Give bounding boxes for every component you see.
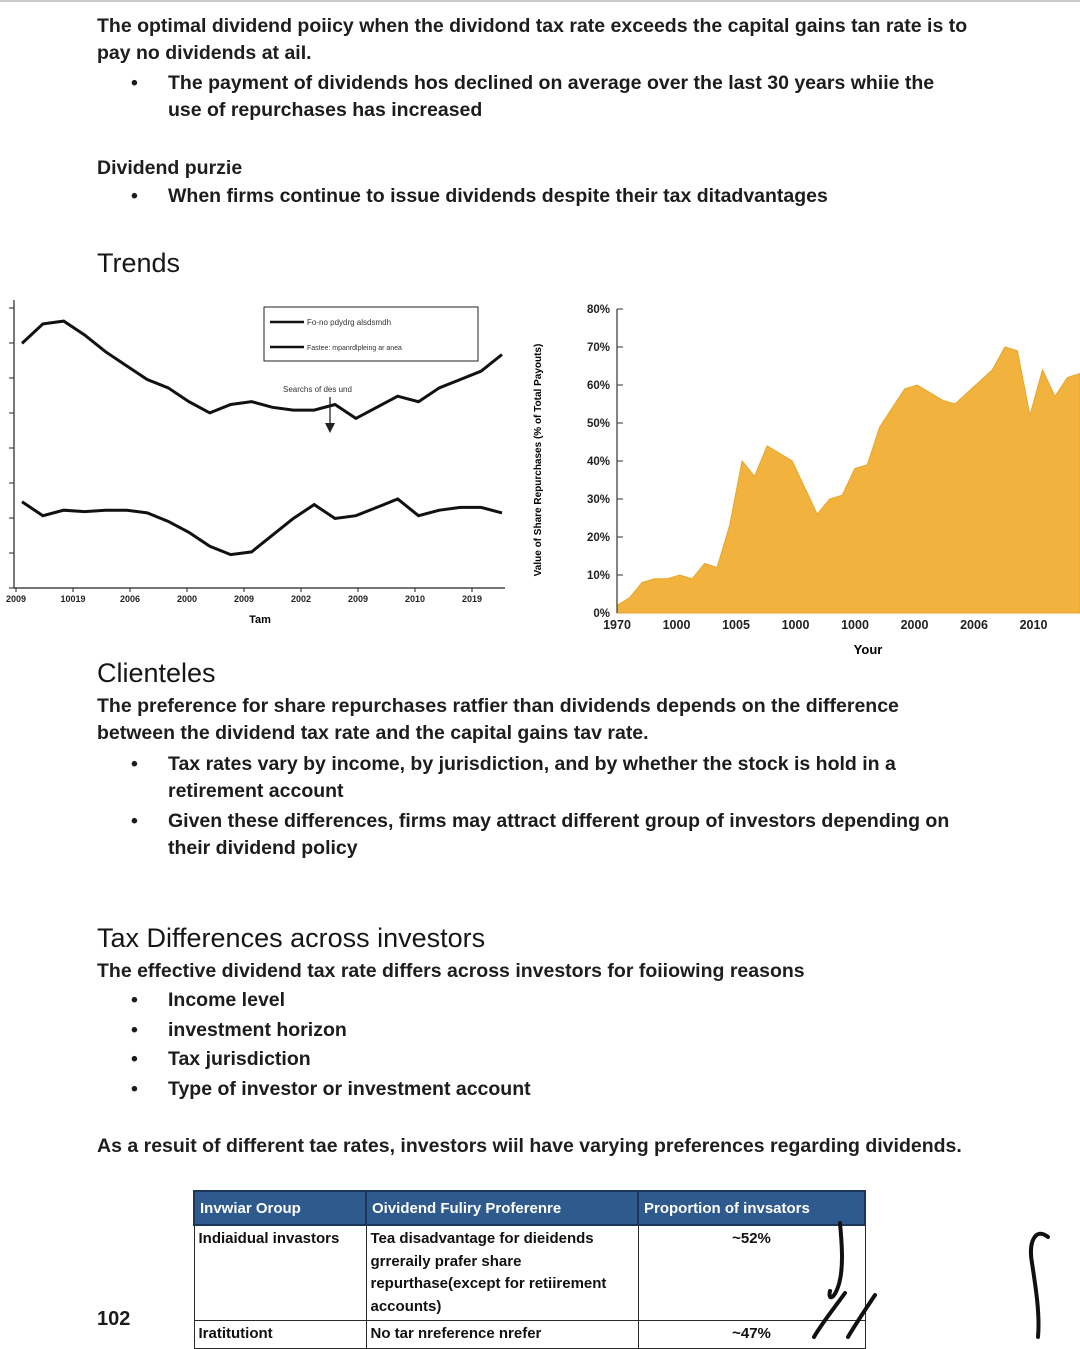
intro-bullet xyxy=(131,70,968,124)
tax-result-paragraph: As a resuit of different tae rates, investors wiil have varying preferences regarding dividends. xyxy=(97,1135,962,1157)
line-series-bottom xyxy=(22,499,502,555)
table-header-row xyxy=(194,1191,865,1225)
tax-bullet-text: Income level xyxy=(168,989,286,1011)
area-chart-x-tick-label: 1005 xyxy=(722,618,750,632)
bullet-dot-icon: • xyxy=(131,753,138,775)
bullet-dot-icon: • xyxy=(131,810,138,832)
area-chart xyxy=(533,295,1080,657)
tax-bullet xyxy=(131,1076,531,1103)
tax-bullet xyxy=(131,987,286,1014)
puzzle-heading: Dividend purzie xyxy=(97,157,243,179)
pen-annotation-marks xyxy=(800,1215,1080,1337)
top-rule xyxy=(0,0,1080,2)
line-chart-x-tick-label: 2019 xyxy=(461,594,483,604)
bullet-dot-icon: • xyxy=(131,1048,138,1070)
bullet-dot-icon: • xyxy=(131,1078,138,1100)
line-chart xyxy=(0,292,520,632)
table-header-cell: Proportion of invsators xyxy=(638,1191,865,1225)
line-chart-annotation: Searchs of des und xyxy=(283,385,352,394)
clienteles-bullet-text: Given these differences, firms may attract different group of investors depending on their dividend policy xyxy=(168,810,950,859)
area-chart-y-tick-label: 40% xyxy=(586,456,610,468)
line-chart-x-tick-label: 2006 xyxy=(119,594,141,604)
tax-differences-heading: Tax Differences across investors xyxy=(97,923,486,953)
bullet-dot-icon: • xyxy=(131,1019,138,1041)
table-cell: No tar nreference nrefer xyxy=(366,1321,638,1349)
table-cell: Indiaidual invastors xyxy=(194,1225,366,1321)
puzzle-bullet xyxy=(131,183,968,210)
line-chart-x-label: Tam xyxy=(249,614,271,626)
line-chart-x-tick-label: 2010 xyxy=(404,594,426,604)
line-chart-x-tick-label: 2002 xyxy=(290,594,312,604)
legend-label-1: Fastee: mpanrdlpleing ar anea xyxy=(307,345,402,352)
table-cell: ~52% xyxy=(638,1225,865,1321)
table-cell: ~47% xyxy=(638,1321,865,1349)
tax-bullet-text: Tax jurisdiction xyxy=(168,1048,311,1070)
area-chart-x-tick-label: 1970 xyxy=(603,618,631,632)
area-chart-y-tick-label: 20% xyxy=(586,532,610,544)
area-chart-y-tick-label: 0% xyxy=(593,608,610,620)
pen-mark-icon xyxy=(814,1293,845,1337)
table-header-cell: Oividend Fuliry Proferenre xyxy=(366,1191,638,1225)
area-chart-y-tick-label: 10% xyxy=(586,570,610,582)
pen-mark-icon xyxy=(1031,1234,1048,1337)
table-row xyxy=(194,1225,865,1321)
area-chart-x-tick-label: 1000 xyxy=(781,618,810,632)
bullet-dot-icon: • xyxy=(131,72,138,94)
line-chart-x-tick-label: 2009 xyxy=(347,594,369,604)
tax-differences-paragraph: The effective dividend tax rate differs across investors for foiiowing reasons xyxy=(97,960,805,982)
tax-bullet xyxy=(131,1046,311,1073)
area-chart-y-tick-label: 80% xyxy=(586,304,610,316)
line-chart-x-tick-label: 2009 xyxy=(233,594,255,604)
area-chart-x-tick-label: 2006 xyxy=(960,618,988,632)
bullet-dot-icon: • xyxy=(131,185,138,207)
investor-preference-table xyxy=(193,1190,866,1349)
line-chart-legend-box xyxy=(264,307,478,361)
intro-bullet-text: The payment of dividends hos declined on average over the last 30 years whiie the use of repurchases has increased xyxy=(168,72,935,121)
pen-mark-icon xyxy=(830,1223,842,1297)
line-chart-x-tick-label: 2000 xyxy=(176,594,198,604)
table-cell: Iratitutiont xyxy=(194,1321,366,1349)
area-chart-x-tick-label: 1000 xyxy=(662,618,691,632)
table-cell: Tea disadvantage for dieidends grreraily prafer share repurthase(except for retiirement accounts) xyxy=(366,1225,638,1321)
area-chart-y-tick-label: 50% xyxy=(586,418,610,430)
clienteles-bullet xyxy=(131,751,958,805)
trends-heading: Trends xyxy=(97,248,181,278)
area-series xyxy=(617,347,1080,613)
clienteles-heading: Clienteles xyxy=(97,658,216,688)
clienteles-bullet-text: Tax rates vary by income, by jurisdiction, and by whether the stock is hold in a retirement account xyxy=(168,753,896,802)
table-row xyxy=(194,1321,865,1349)
annotation-arrow-icon xyxy=(325,423,335,433)
tax-bullet-text: investment horizon xyxy=(168,1019,347,1041)
area-chart-x-label: Your xyxy=(853,642,883,657)
legend-label-0: Fo-no pdydrg alsdsmdh xyxy=(307,318,392,327)
bullet-dot-icon: • xyxy=(131,989,138,1011)
area-chart-x-tick-label: 2000 xyxy=(900,618,929,632)
clienteles-bullet xyxy=(131,808,978,862)
clienteles-paragraph: The preference for share repurchases ratfier than dividends depends on the difference between the dividend tax rate and the capital gains tav rate. xyxy=(97,695,899,744)
intro-paragraph: The optimal dividend poiicy when the dividond tax rate exceeds the capital gains tan rate is to pay no dividends at aiI. xyxy=(97,15,968,64)
line-chart-x-tick-label: 10019 xyxy=(60,594,86,604)
tax-bullet-text: Type of investor or investment account xyxy=(168,1078,531,1100)
tax-bullet xyxy=(131,1017,347,1044)
area-chart-y-tick-label: 60% xyxy=(586,380,610,392)
area-chart-y-label: Value of Share Repurchases (% of Total Payouts) xyxy=(533,343,544,577)
table-header-cell: Invwiar Oroup xyxy=(194,1191,366,1225)
pen-mark-icon xyxy=(848,1295,875,1337)
area-chart-y-tick-label: 70% xyxy=(586,342,610,354)
area-chart-y-tick-label: 30% xyxy=(586,494,610,506)
area-chart-x-tick-label: 2010 xyxy=(1019,618,1048,632)
page-number: 102 xyxy=(97,1308,131,1330)
puzzle-bullet-text: When firms continue to issue dividends despite their tax ditadvantages xyxy=(168,185,828,207)
area-chart-x-tick-label: 1000 xyxy=(841,618,869,632)
line-chart-x-tick-label: 2009 xyxy=(5,594,27,604)
